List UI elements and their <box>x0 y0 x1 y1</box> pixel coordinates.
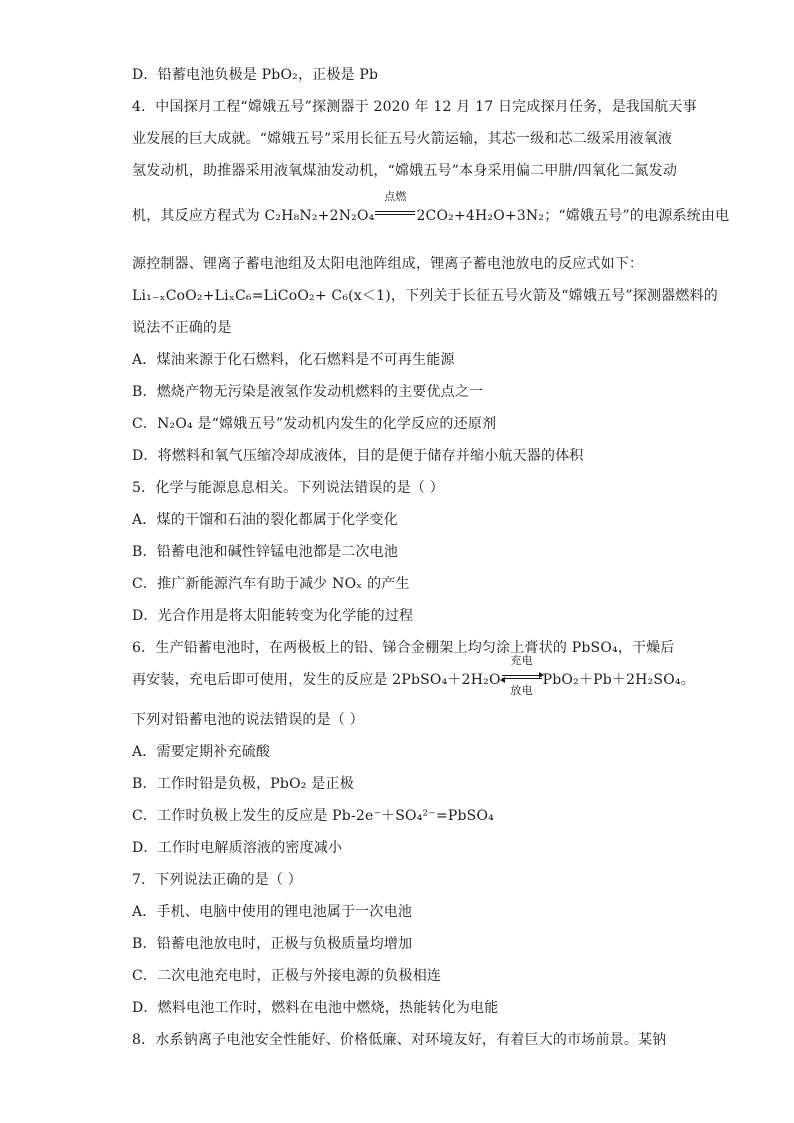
q3-option-d: D．铅蓄电池负极是 PbO₂，正极是 Pb <box>132 67 379 83</box>
q4-stem-line-4 <box>132 190 730 225</box>
ignite-condition-label: 点燃 <box>384 190 407 203</box>
q6-option-c: C．工作时负极上发生的反应是 Pb-2e⁻＋SO₄²⁻=PbSO₄ <box>132 808 494 824</box>
q7-stem: 7．下列说法正确的是（ ） <box>132 872 302 888</box>
q4-stem-line-5: 源控制器、锂离子蓄电池组及太阳电池阵组成，锂离子蓄电池放电的反应式如下： <box>132 256 644 272</box>
q6-stem-line-2 <box>132 654 695 697</box>
q4-stem-line-7: 说法不正确的是 <box>132 320 232 336</box>
q5-stem: 5．化学与能源息息相关。下列说法错误的是（ ） <box>132 480 444 496</box>
charge-label: 充电 <box>510 654 533 667</box>
q7-option-c: C．二次电池充电时，正极与外接电源的负极相连 <box>132 968 442 984</box>
q5-option-c: C．推广新能源汽车有助于减少 NOₓ 的产生 <box>132 576 410 592</box>
q5-option-d: D．光合作用是将太阳能转变为化学能的过程 <box>132 608 414 624</box>
q6-option-a: A．需要定期补充硫酸 <box>132 744 271 760</box>
q6-option-b: B．工作时铅是负极，PbO₂ 是正极 <box>132 776 354 792</box>
q8-stem-line-1: 8．水系钠离子电池安全性能好、价格低廉、对环境友好，有着巨大的市场前景。某钠 <box>132 1032 667 1048</box>
q4-equation-right: 2CO₂+4H₂O+3N₂；“嫦娥五号”的电源系统由电 <box>416 208 730 224</box>
discharge-label: 放电 <box>510 684 533 697</box>
q4-equation-left: 机，其反应方程式为 C₂H₈N₂+2N₂O₄ <box>132 208 375 224</box>
q7-option-d: D．燃料电池工作时，燃料在电池中燃烧，热能转化为电能 <box>132 1000 499 1016</box>
q4-option-b: B．燃烧产物无污染是液氢作发动机燃料的主要优点之一 <box>132 384 484 400</box>
q6-equation-right: PbO₂＋Pb＋2H₂SO₄。 <box>542 672 695 688</box>
q4-stem-line-3: 氢发动机，助推器采用液氧煤油发动机，“嫦娥五号”本身采用偏二甲肼/四氧化二氮发动 <box>132 163 678 179</box>
ignite-condition-arrow <box>375 190 415 225</box>
q4-option-c: C．N₂O₄ 是“嫦娥五号”发动机内发生的化学反应的还原剂 <box>132 416 497 432</box>
q4-option-d: D．将燃料和氧气压缩冷却成液体，目的是便于储存并缩小航天器的体积 <box>132 448 584 464</box>
q6-stem-line-3: 下列对铅蓄电池的说法错误的是（ ） <box>132 712 364 728</box>
q4-stem-line-6: Li₁₋ₓCoO₂+LiₓC₆=LiCoO₂+ C₆(x＜1)，下列关于长征五号火箭及“嫦娥五号”探测器燃料的 <box>132 288 718 304</box>
reversible-arrow <box>502 654 542 697</box>
q7-option-b: B．铅蓄电池放电时，正极与负极质量均增加 <box>132 936 413 952</box>
q5-option-b: B．铅蓄电池和碱性锌锰电池都是二次电池 <box>132 544 399 560</box>
q4-stem-line-2: 业发展的巨大成就。“嫦娥五号”采用长征五号火箭运输，其芯一级和芯二级采用液氧液 <box>132 131 673 147</box>
q6-equation-left: 再安装，充电后即可使用，发生的反应是 2PbSO₄＋2H₂O <box>132 672 501 688</box>
q4-stem-line-1: 4．中国探月工程“嫦娥五号”探测器于 2020 年 12 月 17 日完成探月任务，是我国航天事 <box>132 99 697 115</box>
q4-option-a: A．煤油来源于化石燃料，化石燃料是不可再生能源 <box>132 352 455 368</box>
q6-option-d: D．工作时电解质溶液的密度减小 <box>132 840 343 856</box>
q5-option-a: A．煤的干馏和石油的裂化都属于化学变化 <box>132 512 398 528</box>
q7-option-a: A．手机、电脑中使用的锂电池属于一次电池 <box>132 904 413 920</box>
q6-stem-line-1: 6．生产铅蓄电池时，在两极板上的铅、锑合金棚架上均匀涂上膏状的 PbSO₄，干燥后 <box>132 640 675 656</box>
